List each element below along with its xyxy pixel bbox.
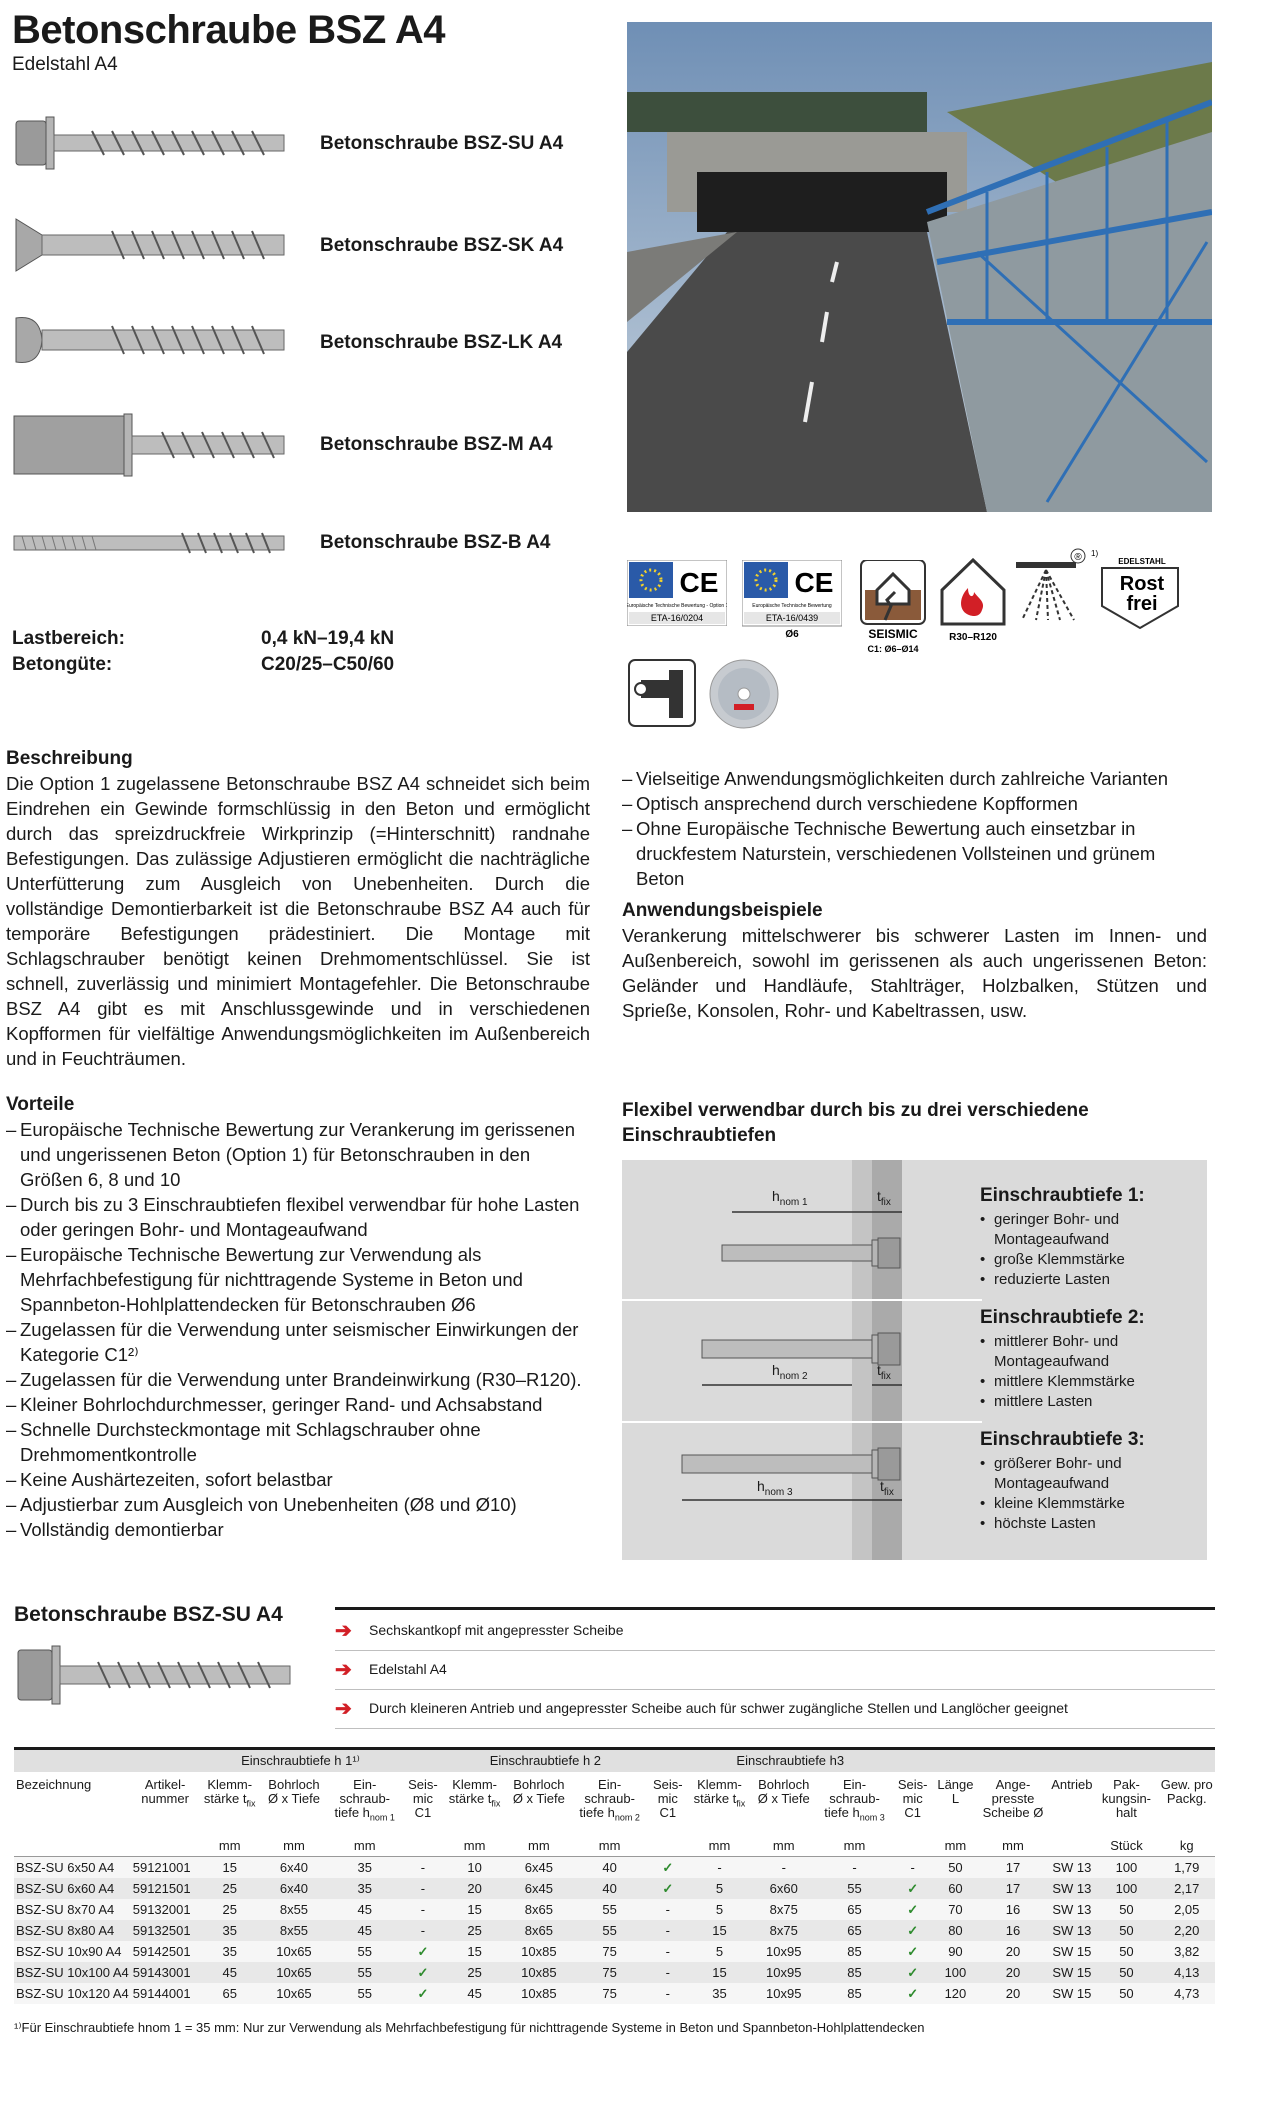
unit-label: mm [689,1836,750,1857]
table-cell: 8x75 [750,1920,818,1941]
list-item: • mittlerer Bohr- und Montageaufwand [980,1332,1205,1372]
table-cell: 6x60 [750,1878,818,1899]
eta-description: Europäische Technische Bewertung - Option 1 [627,603,727,609]
product-heading: Betonschraube BSZ-SU A4 [14,1603,283,1626]
table-cell: - [818,1857,892,1879]
threaded-rod-screw-icon [12,528,292,558]
product-table [14,1750,1215,2004]
col-header: Bohrloch Ø x Tiefe [512,1777,565,1806]
group-header: Einschraubtiefe h3 [689,1750,891,1772]
table-cell: - [402,1920,445,1941]
list-item: • große Klemmstärke [980,1250,1205,1270]
table-cell: 59143001 [131,1962,200,1983]
col-header: Bohrloch Ø x Tiefe [267,1777,320,1806]
table-cell: 6x40 [260,1878,328,1899]
tfix-label: $t_{fix}$ [877,1362,891,1382]
table-cell: 4,73 [1158,1983,1215,2004]
hnom2-label: $h_{nom 2}$ [772,1362,808,1382]
features-list [622,766,1207,891]
table-cell: 85 [818,1941,892,1962]
eta-number: ETA-16/0204 [650,613,704,623]
col-header: Ange-presste Scheibe Ø [982,1777,1044,1820]
seismic-badge [855,560,931,656]
depth-title: Einschraubtiefe 1: [980,1185,1145,1206]
arrow-right-icon: ➔ [335,1620,352,1642]
page-subtitle: Edelstahl A4 [12,54,118,75]
unit-label: mm [328,1836,402,1857]
unit-label: mm [750,1836,818,1857]
table-cell: 85 [818,1962,892,1983]
unit-label: mm [977,1836,1050,1857]
hnom3-label: $h_{nom 3}$ [757,1478,793,1498]
table-cell: 17 [977,1878,1050,1899]
table-cell: 50 [1094,1983,1158,2004]
table-cell: BSZ-SU 10x100 A4 [14,1962,131,1983]
table-cell: 10x85 [505,1941,573,1962]
table-cell: SW 13 [1049,1920,1094,1941]
col-header: Klemm-stärke $t_{fix}$ [448,1777,501,1809]
table-cell: 55 [573,1899,647,1920]
right-features-section [622,766,1207,891]
depth-diagram-drawing [622,1160,982,1560]
table-cell: 100 [1094,1857,1158,1879]
table-cell: 59132001 [131,1899,200,1920]
col-header: Klemm-stärke $t_{fix}$ [693,1777,746,1809]
table-cell: 80 [934,1920,977,1941]
table-cell: - [646,1899,689,1920]
table-cell: 16 [977,1899,1050,1920]
table-cell: 100 [934,1962,977,1983]
table-cell: ✓ [646,1857,689,1879]
ce-text: CE [794,567,834,598]
eta-size: Ø6 [785,629,799,640]
table-cell: 15 [444,1941,505,1962]
table-cell: 40 [573,1878,647,1899]
application-section [622,898,1207,1023]
table-cell: 40 [573,1857,647,1879]
table-cell: 75 [573,1962,647,1983]
table-cell: 50 [934,1857,977,1879]
col-header: Bohrloch Ø x Tiefe [757,1777,810,1806]
hnom1-label: $h_{nom 1}$ [772,1188,808,1208]
table-cell: 25 [199,1878,260,1899]
feature-row [335,1612,1215,1651]
rostfrei-line2: frei [1126,593,1158,615]
unit-label: mm [199,1836,260,1857]
col-header: Artikel-nummer [141,1777,189,1806]
arrow-right-icon: ➔ [335,1698,352,1720]
feature-text: Durch kleineren Antrieb und angepresster Scheibe auch für schwer zugängliche Stellen und Langlöcher geeignet [369,1700,1068,1716]
list-item: – Kleiner Bohrlochdurchmesser, geringer Rand- und Achsabstand [6,1392,590,1417]
group-header: Einschraubtiefe h 2 [444,1750,646,1772]
table-row [14,1920,1215,1941]
table-cell: 6x40 [260,1857,328,1879]
table-cell: 20 [444,1878,505,1899]
table-cell: SW 13 [1049,1878,1094,1899]
list-item: • kleine Klemmstärke [980,1494,1205,1514]
list-item: • geringer Bohr- und Montageaufwand [980,1210,1205,1250]
eta-description: Europäische Technische Bewertung [752,603,832,609]
unit-label: mm [573,1836,647,1857]
hex-washer-screw-icon [12,113,292,173]
variant-label: Betonschraube BSZ-M A4 [320,434,553,455]
depth-1-info [980,1186,1205,1290]
col-header: Länge L [937,1777,974,1806]
table-cell: - [402,1899,445,1920]
table-cell: 59144001 [131,1983,200,2004]
table-cell: 20 [977,1941,1050,1962]
col-header: Bezeichnung [16,1777,92,1792]
table-cell: 59142501 [131,1941,200,1962]
tfix-label: $t_{fix}$ [880,1478,894,1498]
col-header: Ein-schraub-tiefe $h_{nom 3}$ [824,1777,885,1823]
hex-washer-screw-icon [14,1640,294,1710]
table-cell: 100 [1094,1878,1158,1899]
table-cell: ✓ [646,1878,689,1899]
unit-label: mm [260,1836,328,1857]
table-cell: 5 [689,1941,750,1962]
table-cell: 16 [977,1920,1050,1941]
variant-bsz-lk [12,310,612,380]
table-cell: ✓ [402,1941,445,1962]
table-cell: 45 [328,1920,402,1941]
coupler-screw-icon [12,410,292,480]
table-cell: 3,82 [1158,1941,1215,1962]
table-cell: 10x95 [750,1983,818,2004]
table-row [14,1878,1215,1899]
col-header: Seis-mic C1 [897,1777,928,1820]
ce-text: CE [679,567,719,598]
table-cell: - [891,1857,934,1879]
table-cell: 59121001 [131,1857,200,1879]
cd-disc-badge [708,658,780,730]
eta-option1-badge [627,560,727,626]
table-cell: SW 15 [1049,1962,1094,1983]
table-cell: 55 [818,1878,892,1899]
registered-mark: ® [1074,552,1082,563]
table-cell: - [402,1857,445,1879]
application-text: Verankerung mittelschwerer bis schwerer Lasten im Innen- und Außenbereich, sowohl im gerissenen als auch ungerissenen Beton: Geländer und Handläufe, Stahlträger, Holzbalken, Stützen und Sprieße, Konsolen, Rohr- und Kabeltrassen, usw. [622,925,1207,1021]
table-cell: 59121501 [131,1878,200,1899]
table-cell: 10x95 [750,1962,818,1983]
page-title: Betonschraube BSZ A4 [12,8,446,52]
table-cell: 2,05 [1158,1899,1215,1920]
table-cell: 45 [199,1962,260,1983]
table-cell: 35 [328,1857,402,1879]
table-cell: ✓ [891,1962,934,1983]
list-item: – Ohne Europäische Technische Bewertung auch einsetzbar in druckfestem Naturstein, verschiedenen Vollsteinen und grünem Beton [622,816,1207,891]
table-cell: 55 [573,1920,647,1941]
eta-badge [742,560,842,640]
table-cell: ✓ [402,1983,445,2004]
table-units-row [14,1836,1215,1857]
table-cell: - [750,1857,818,1879]
installation-depth-diagram [622,1160,1207,1560]
list-item: – Schnelle Durchsteckmontage mit Schlagschrauber ohne Drehmomentkontrolle [6,1417,590,1467]
table-cell: 8x55 [260,1899,328,1920]
table-cell: 55 [328,1941,402,1962]
col-header: Klemm-stärke $t_{fix}$ [203,1777,256,1809]
advantages-list [6,1117,590,1542]
table-cell: 20 [977,1983,1050,2004]
list-item: – Zugelassen für die Verwendung unter Brandeinwirkung (R30–R120). [6,1367,590,1392]
list-item: • mittlere Klemmstärke [980,1372,1205,1392]
impact-wrench-icon [627,658,697,728]
col-header: Antrieb [1051,1777,1093,1792]
table-row [14,1857,1215,1879]
feature-row [335,1690,1215,1729]
list-item: – Durch bis zu 3 Einschraubtiefen flexibel verwendbar für hohe Lasten oder geringen Bohr- und Montageaufwand [6,1192,590,1242]
group-header: Einschraubtiefe h 1¹⁾ [199,1750,401,1772]
spec-value: C20/25–C50/60 [261,654,395,675]
variant-label: Betonschraube BSZ-SK A4 [320,235,564,256]
unit-label: Stück [1094,1836,1158,1857]
footnote-mark: 1) [1091,549,1098,558]
table-cell: 65 [199,1983,260,2004]
eta-number: ETA-16/0439 [765,613,819,623]
variant-label: Betonschraube BSZ-B A4 [320,532,551,553]
rostfrei-line1: Rost [1119,573,1165,595]
depth-title: Einschraubtiefe 3: [980,1429,1145,1450]
cd-disc-icon [708,658,780,730]
table-cell: 6x45 [505,1878,573,1899]
list-item: • höchste Lasten [980,1514,1205,1534]
table-cell: BSZ-SU 10x90 A4 [14,1941,131,1962]
rostfrei-badge [1098,556,1184,632]
tfix-label: $t_{fix}$ [877,1188,891,1208]
seismic-sub: C1: Ø6–Ø14 [867,644,919,654]
table-cell: 15 [689,1920,750,1941]
unit-label: mm [818,1836,892,1857]
spec-value: 0,4 kN–19,4 kN [261,628,395,649]
table-cell: 120 [934,1983,977,2004]
unit-label: mm [505,1836,573,1857]
table-cell: 20 [977,1962,1050,1983]
variant-bsz-su [12,113,612,183]
unit-label: kg [1158,1836,1215,1857]
table-cell: BSZ-SU 8x80 A4 [14,1920,131,1941]
variant-label: Betonschraube BSZ-SU A4 [320,133,564,154]
col-header: Ein-schraub-tiefe $h_{nom 2}$ [579,1777,640,1823]
section-heading: Anwendungsbeispiele [622,900,823,921]
table-cell: 8x75 [750,1899,818,1920]
table-cell: 2,17 [1158,1878,1215,1899]
table-cell: 35 [199,1941,260,1962]
table-cell: 50 [1094,1941,1158,1962]
depth-title: Einschraubtiefe 2: [980,1307,1145,1328]
col-header: Gew. pro Packg. [1160,1777,1213,1806]
table-cell: 50 [1094,1920,1158,1941]
rostfrei-logo-icon [1098,556,1184,632]
table-cell: ✓ [891,1878,934,1899]
table-cell: 55 [328,1962,402,1983]
table-cell: 10x95 [750,1941,818,1962]
divider [335,1607,1215,1610]
col-header: Seis-mic C1 [408,1777,438,1820]
list-item: – Europäische Technische Bewertung zur Verwendung als Mehrfachbefestigung für nichttragende Systeme in Beton und Spannbeton-Hohlplattendecken für Betonschrauben Ø6 [6,1242,590,1317]
table-cell: - [402,1878,445,1899]
description-text: Die Option 1 zugelassene Betonschraube BSZ A4 schneidet sich beim Eindrehen ein Gewinde formschlüssig in den Beton und ermöglicht durch das spreizdruckfreie Wirkprinzip (=Hinterschnitt) randnahe Befestigungen. Das zulässige Adjustieren ermöglicht die nachträgliche Unterfütterung zum Ausgleich von Unebenheiten. Durch die vollständige Demontierbarkeit ist die Betonschraube BSZ A4 auch für temporäre Befestigungen prädestiniert. Die Montage mit Schlagschrauber benötigt keinen Drehmomentschlüssel. Sie ist schnell, zuverlässig und minimiert Montagefehler. Die Betonschraube BSZ A4 gibt es mit Anschlussgewinde und in verschiedenen Kopfformen für vielfältige Anwendungsmöglichkeiten im Außenbereich und in Feuchträumen. [6,773,590,1069]
spec-key: Lastbereich: [12,628,125,649]
table-cell: 2,20 [1158,1920,1215,1941]
list-item: • reduzierte Lasten [980,1270,1205,1290]
table-cell: 10x85 [505,1962,573,1983]
seismic-icon [855,560,931,656]
table-cell: 5 [689,1899,750,1920]
fire-label: R30–R120 [949,632,997,643]
table-cell: 6x45 [505,1857,573,1879]
table-cell: BSZ-SU 6x50 A4 [14,1857,131,1879]
table-cell: 15 [689,1962,750,1983]
table-cell: 8x55 [260,1920,328,1941]
variant-bsz-sk [12,215,612,285]
table-cell: 45 [328,1899,402,1920]
table-cell: SW 15 [1049,1941,1094,1962]
list-item: • größerer Bohr- und Montageaufwand [980,1454,1205,1494]
table-cell: BSZ-SU 10x120 A4 [14,1983,131,2004]
pan-head-screw-icon [12,310,292,370]
feature-text: Edelstahl A4 [369,1661,447,1677]
list-item: – Vielseitige Anwendungsmöglichkeiten durch zahlreiche Varianten [622,766,1207,791]
table-cell: 1,79 [1158,1857,1215,1879]
rostfrei-top: EDELSTAHL [1118,557,1166,566]
variant-bsz-b [12,528,612,598]
table-cell: 35 [689,1983,750,2004]
table-cell: 8x65 [505,1899,573,1920]
table-cell: 50 [1094,1899,1158,1920]
table-cell: 8x65 [505,1920,573,1941]
flame-icon [938,558,1008,646]
table-cell: 10x65 [260,1962,328,1983]
table-cell: 4,13 [1158,1962,1215,1983]
countersunk-screw-icon [12,215,292,275]
feature-row [335,1651,1215,1690]
depth-3-info [980,1430,1205,1534]
table-row [14,1983,1215,2004]
advantages-section [6,1092,590,1542]
table-cell: 35 [199,1920,260,1941]
table-row [14,1941,1215,1962]
list-item: – Zugelassen für die Verwendung unter seismischer Einwirkungen der Kategorie C1²⁾ [6,1317,590,1367]
table-cell: 45 [444,1983,505,2004]
table-cell: 90 [934,1941,977,1962]
table-cell: ✓ [891,1899,934,1920]
table-cell: ✓ [891,1941,934,1962]
table-cell: 15 [444,1899,505,1920]
table-cell: 17 [977,1857,1050,1879]
table-cell: BSZ-SU 8x70 A4 [14,1899,131,1920]
table-cell: ✓ [402,1962,445,1983]
diagram-heading: Flexibel verwendbar durch bis zu drei verschiedene Einschraubtiefen [622,1100,1089,1146]
unit-label: mm [444,1836,505,1857]
table-cell: 5 [689,1878,750,1899]
table-cell: 15 [199,1857,260,1879]
table-cell: 85 [818,1983,892,2004]
table-cell: 25 [444,1962,505,1983]
section-heading: Vorteile [6,1094,75,1115]
list-item: – Adjustierbar zum Ausgleich von Unebenheiten (Ø8 und Ø10) [6,1492,590,1517]
fire-resistance-badge [938,558,1008,646]
table-cell: ✓ [891,1920,934,1941]
feature-text: Sechskantkopf mit angepresster Scheibe [369,1622,624,1638]
description-section [6,746,590,1071]
table-cell: 65 [818,1920,892,1941]
table-cell: - [689,1857,750,1879]
spray-icon [1012,546,1098,622]
table-cell: - [646,1983,689,2004]
table-cell: - [646,1920,689,1941]
table-cell: 55 [328,1983,402,2004]
unit-label: mm [934,1836,977,1857]
table-cell: 10x65 [260,1983,328,2004]
impact-wrench-badge [627,658,697,728]
list-item: • mittlere Lasten [980,1392,1205,1412]
table-group-header [14,1750,1215,1772]
table-row [14,1962,1215,1983]
arrow-right-icon: ➔ [335,1659,352,1681]
table-body [14,1857,1215,2005]
variant-bsz-m [12,410,612,480]
spec-key: Betongüte: [12,654,113,675]
col-header: Ein-schraub-tiefe $h_{nom 1}$ [334,1777,395,1823]
table-cell: ✓ [891,1983,934,2004]
table-cell: SW 13 [1049,1899,1094,1920]
list-item: – Keine Aushärtezeiten, sofort belastbar [6,1467,590,1492]
table-cell: 75 [573,1941,647,1962]
list-item: – Europäische Technische Bewertung zur Verankerung im gerissenen und ungerissenen Beton (Option 1) für Betonschrauben in den Größen 6, 8 und 10 [6,1117,590,1192]
col-header: Seis-mic C1 [653,1777,683,1820]
list-item: – Optisch ansprechend durch verschiedene Kopfformen [622,791,1207,816]
table-cell: 25 [444,1920,505,1941]
table-cell: - [646,1962,689,1983]
table-cell: SW 15 [1049,1983,1094,2004]
table-row [14,1899,1215,1920]
depth-2-info [980,1308,1205,1412]
footnote: ¹⁾Für Einschraubtiefe hnom 1 = 35 mm: Nur zur Verwendung als Mehrfachbefestigung für nichttragende Systeme in Beton und Spannbeton-Hohlplattendecken [14,2020,925,2035]
section-heading: Beschreibung [6,748,133,769]
corrosion-protection-badge [1012,546,1098,622]
table-cell: 10 [444,1857,505,1879]
table-cell: 65 [818,1899,892,1920]
table-cell: BSZ-SU 6x60 A4 [14,1878,131,1899]
variant-label: Betonschraube BSZ-LK A4 [320,332,563,353]
table-cell: 10x85 [505,1983,573,2004]
table-cell: 70 [934,1899,977,1920]
table-cell: 59132501 [131,1920,200,1941]
table-cell: 75 [573,1983,647,2004]
table-cell: 60 [934,1878,977,1899]
table-cell: 10x65 [260,1941,328,1962]
table-cell: - [646,1941,689,1962]
list-item: – Vollständig demontierbar [6,1517,590,1542]
table-cell: 50 [1094,1962,1158,1983]
table-header-row [14,1772,1215,1836]
table-cell: 25 [199,1899,260,1920]
seismic-label: SEISMIC [868,627,918,641]
bridge-railing-photo [627,22,1212,512]
table-cell: 35 [328,1878,402,1899]
col-header: Pak-kungsin-halt [1101,1777,1152,1820]
table-cell: SW 13 [1049,1857,1094,1879]
